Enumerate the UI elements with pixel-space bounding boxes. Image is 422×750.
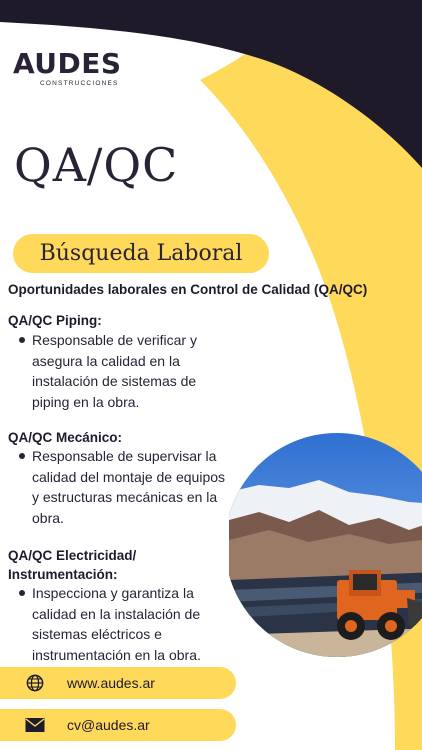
role-title-electricidad: QA/QC Electricidad/ Instrumentación: [8, 548, 137, 582]
construction-photo [229, 430, 422, 660]
search-label-pill [13, 234, 269, 273]
envelope-icon [25, 716, 45, 734]
role-description-electricidad: Inspecciona y garantiza la calidad en la instalación de sistemas eléctricos e instrumentación en la obra. [32, 583, 216, 665]
role-description-mecanico: Responsable de supervisar la calidad del montaje de equipos y estructuras mecánicas en la obra. [32, 446, 228, 528]
audes-logo [13, 48, 143, 87]
website-link[interactable]: www.audes.ar [67, 675, 155, 691]
website-contact-pill[interactable] [0, 667, 236, 699]
role-description-piping: Responsable de verificar y asegura la calidad en la instalación de sistemas de piping en la obra. [32, 330, 212, 412]
search-label: Búsqueda Laboral [39, 241, 243, 266]
page-title: QA/QC [14, 138, 179, 192]
email-link[interactable]: cv@audes.ar [67, 717, 150, 733]
role-title-mecanico: QA/QC Mecánico: [8, 430, 123, 445]
role-title-piping: QA/QC Piping: [8, 313, 102, 328]
globe-icon [25, 674, 45, 692]
email-contact-pill[interactable] [0, 709, 236, 741]
logo-subtext: CONSTRUCCIONES [40, 80, 119, 87]
subtitle: Oportunidades laborales en Control de Calidad (QA/QC) [8, 282, 368, 297]
logo-wordmark: AUDES [13, 47, 122, 80]
